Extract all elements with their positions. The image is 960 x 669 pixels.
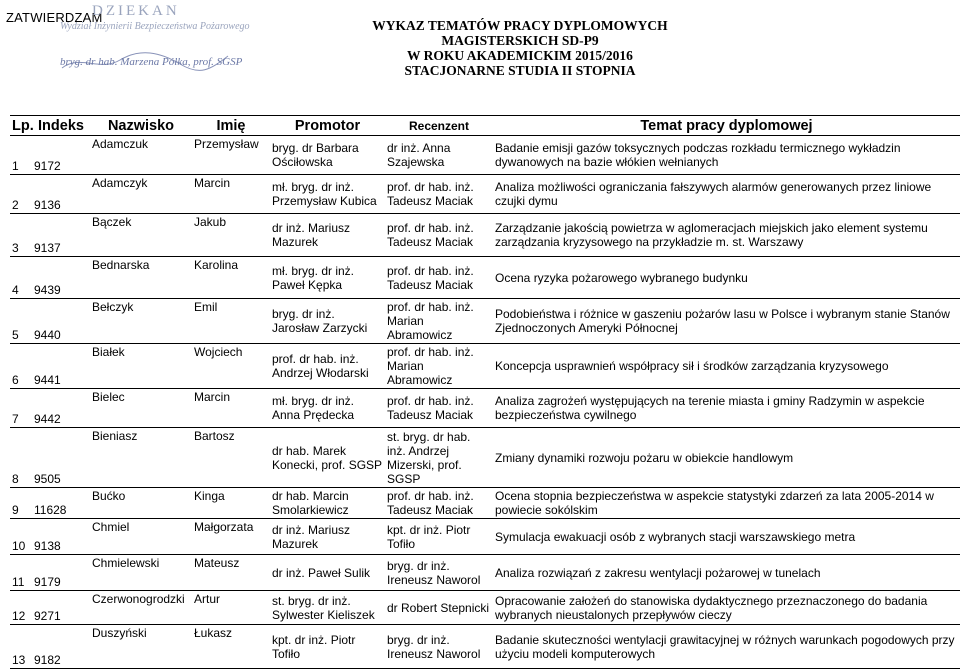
promoter-cell: dr hab. Marek Konecki, prof. SGSP xyxy=(270,428,385,488)
index-cell: 9138 xyxy=(32,519,90,555)
lp-cell: 1 xyxy=(10,136,32,175)
promoter-cell: st. bryg. dr inż. Sylwester Kieliszek xyxy=(270,591,385,625)
name-cell: Karolina xyxy=(192,257,270,299)
lp-cell: 11 xyxy=(10,555,32,591)
surname-cell: Adamczuk xyxy=(90,136,192,175)
index-cell: 9441 xyxy=(32,344,90,389)
table-row xyxy=(10,214,960,257)
promoter-cell: kpt. dr inż. Piotr Tofiło xyxy=(270,625,385,669)
reviewer-cell: bryg. dr inż. Ireneusz Naworol xyxy=(385,555,493,591)
table-row xyxy=(10,136,960,175)
reviewer-cell: bryg. dr inż. Ireneusz Naworol xyxy=(385,625,493,669)
name-cell: Jakub xyxy=(192,214,270,257)
index-cell: 9440 xyxy=(32,299,90,344)
promoter-cell: bryg. dr inż. Jarosław Zarzycki xyxy=(270,299,385,344)
reviewer-cell: dr inż. Anna Szajewska xyxy=(385,136,493,175)
reviewer-cell: st. bryg. dr hab. inż. Andrzej Mizerski, prof. SGSP xyxy=(385,428,493,488)
index-cell: 11628 xyxy=(32,488,90,519)
promoter-cell: dr inż. Mariusz Mazurek xyxy=(270,519,385,555)
surname-cell: Bućko xyxy=(90,488,192,519)
thesis-table xyxy=(10,115,960,669)
table-body xyxy=(10,136,960,669)
topic-cell: Analiza możliwości ograniczania fałszywych alarmów generowanych przez liniowe czujki dymu xyxy=(493,175,960,214)
promoter-cell: dr inż. Mariusz Mazurek xyxy=(270,214,385,257)
header-topic: Temat pracy dyplomowej xyxy=(493,116,960,136)
topic-cell: Podobieństwa i różnice w gaszeniu pożarów lasu w Polsce i wybranym stanie Stanów Zjednoczonych Ameryki Północnej xyxy=(493,299,960,344)
title-line-3: W ROKU AKADEMICKIM 2015/2016 xyxy=(407,48,633,63)
document-title xyxy=(250,18,790,78)
name-cell: Artur xyxy=(192,591,270,625)
index-cell: 9271 xyxy=(32,591,90,625)
surname-cell: Białek xyxy=(90,344,192,389)
table-row xyxy=(10,175,960,214)
index-cell: 9505 xyxy=(32,428,90,488)
title-line-4: STACJONARNE STUDIA II STOPNIA xyxy=(404,63,636,78)
table-row xyxy=(10,428,960,488)
name-cell: Przemysław xyxy=(192,136,270,175)
header-promoter: Promotor xyxy=(270,116,385,136)
lp-cell: 9 xyxy=(10,488,32,519)
promoter-cell: mł. bryg. dr inż. Przemysław Kubica xyxy=(270,175,385,214)
surname-cell: Chmiel xyxy=(90,519,192,555)
index-cell: 9439 xyxy=(32,257,90,299)
name-cell: Marcin xyxy=(192,389,270,428)
surname-cell: Bączek xyxy=(90,214,192,257)
name-cell: Kinga xyxy=(192,488,270,519)
name-cell: Bartosz xyxy=(192,428,270,488)
table-row xyxy=(10,591,960,625)
surname-cell: Bielec xyxy=(90,389,192,428)
topic-cell: Symulacja ewakuacji osób z wybranych stacji warszawskiego metra xyxy=(493,519,960,555)
header-lp: Lp. xyxy=(12,117,34,134)
title-line-1: WYKAZ TEMATÓW PRACY DYPLOMOWYCH xyxy=(372,18,668,33)
lp-cell: 13 xyxy=(10,625,32,669)
surname-cell: Duszyński xyxy=(90,625,192,669)
surname-cell: Adamczyk xyxy=(90,175,192,214)
reviewer-cell: prof. dr hab. inż. Marian Abramowicz xyxy=(385,344,493,389)
lp-cell: 2 xyxy=(10,175,32,214)
lp-cell: 5 xyxy=(10,299,32,344)
title-line-2: MAGISTERSKICH SD-P9 xyxy=(441,33,599,48)
topic-cell: Ocena ryzyka pożarowego wybranego budynku xyxy=(493,257,960,299)
topic-cell: Opracowanie założeń do stanowiska dydaktycznego przeznaczonego do badania wybranych nieustalonych przepływów cieczy xyxy=(493,591,960,625)
surname-cell: Bieniasz xyxy=(90,428,192,488)
lp-cell: 10 xyxy=(10,519,32,555)
lp-cell: 12 xyxy=(10,591,32,625)
topic-cell: Zmiany dynamiki rozwoju pożaru w obiekcie handlowym xyxy=(493,428,960,488)
reviewer-cell: prof. dr hab. inż. Tadeusz Maciak xyxy=(385,214,493,257)
index-cell: 9182 xyxy=(32,625,90,669)
topic-cell: Badanie skuteczności wentylacji grawitacyjnej w różnych warunkach pogodowych przy użyciu modeli komputerowych xyxy=(493,625,960,669)
reviewer-cell: prof. dr hab. inż. Tadeusz Maciak xyxy=(385,257,493,299)
reviewer-cell: prof. dr hab. inż. Tadeusz Maciak xyxy=(385,175,493,214)
table-row xyxy=(10,257,960,299)
surname-cell: Czerwonogrodzki xyxy=(90,591,192,625)
table-row xyxy=(10,389,960,428)
header-surname: Nazwisko xyxy=(90,116,192,136)
surname-cell: Bełczyk xyxy=(90,299,192,344)
stamp-faculty-line: Wydział Inżynierii Bezpieczeństwa Pożarowego xyxy=(60,21,250,32)
topic-cell: Zarządzanie jakością powietrza w aglomeracjach miejskich jako element systemu zarządzania kryzysowego na przykładzie m. st. Warszawy xyxy=(493,214,960,257)
lp-cell: 3 xyxy=(10,214,32,257)
reviewer-cell: prof. dr hab. inż. Tadeusz Maciak xyxy=(385,488,493,519)
name-cell: Małgorzata xyxy=(192,519,270,555)
stamp-institution: DZIEKAN xyxy=(92,3,180,19)
header-reviewer: Recenzent xyxy=(385,116,493,136)
reviewer-cell: kpt. dr inż. Piotr Tofiło xyxy=(385,519,493,555)
topic-cell: Ocena stopnia bezpieczeństwa w aspekcie statystyki zdarzeń za lata 2005-2014 w powiecie sokólskim xyxy=(493,488,960,519)
table-row xyxy=(10,555,960,591)
index-cell: 9136 xyxy=(32,175,90,214)
promoter-cell: dr hab. Marcin Smolarkiewicz xyxy=(270,488,385,519)
table-row xyxy=(10,299,960,344)
surname-cell: Chmielewski xyxy=(90,555,192,591)
header-index: Indeks xyxy=(32,116,90,136)
index-cell: 9172 xyxy=(32,136,90,175)
stamp-signature: bryg. dr hab. Marzena Półka, prof. SGSP xyxy=(60,56,243,68)
name-cell: Łukasz xyxy=(192,625,270,669)
reviewer-cell: prof. dr hab. inż. Tadeusz Maciak xyxy=(385,389,493,428)
lp-cell: 7 xyxy=(10,389,32,428)
promoter-cell: mł. bryg. dr inż. Paweł Kępka xyxy=(270,257,385,299)
name-cell: Mateusz xyxy=(192,555,270,591)
approved-label: ZATWIERDZAM xyxy=(6,10,103,25)
index-cell: 9442 xyxy=(32,389,90,428)
table-row xyxy=(10,519,960,555)
topic-cell: Analiza zagrożeń występujących na terenie miasta i gminy Radzymin w aspekcie bezpieczeństwa cywilnego xyxy=(493,389,960,428)
header-name: Imię xyxy=(192,116,270,136)
promoter-cell: prof. dr hab. inż. Andrzej Włodarski xyxy=(270,344,385,389)
table-header-row xyxy=(10,116,960,136)
reviewer-cell: dr Robert Stepnicki xyxy=(385,591,493,625)
table-row xyxy=(10,488,960,519)
name-cell: Wojciech xyxy=(192,344,270,389)
index-cell: 9137 xyxy=(32,214,90,257)
table-row xyxy=(10,625,960,669)
lp-cell: 4 xyxy=(10,257,32,299)
promoter-cell: dr inż. Paweł Sulik xyxy=(270,555,385,591)
topic-cell: Koncepcja usprawnień współpracy sił i środków zarządzania kryzysowego xyxy=(493,344,960,389)
surname-cell: Bednarska xyxy=(90,257,192,299)
topic-cell: Badanie emisji gazów toksycznych podczas rozkładu termicznego wykładzin dywanowych na bazie włókien wełnianych xyxy=(493,136,960,175)
name-cell: Marcin xyxy=(192,175,270,214)
lp-cell: 8 xyxy=(10,428,32,488)
name-cell: Emil xyxy=(192,299,270,344)
promoter-cell: mł. bryg. dr inż. Anna Prędecka xyxy=(270,389,385,428)
index-cell: 9179 xyxy=(32,555,90,591)
table-row xyxy=(10,344,960,389)
topic-cell: Analiza rozwiązań z zakresu wentylacji pożarowej w tunelach xyxy=(493,555,960,591)
promoter-cell: bryg. dr Barbara Ościłowska xyxy=(270,136,385,175)
reviewer-cell: prof. dr hab. inż. Marian Abramowicz xyxy=(385,299,493,344)
lp-cell: 6 xyxy=(10,344,32,389)
